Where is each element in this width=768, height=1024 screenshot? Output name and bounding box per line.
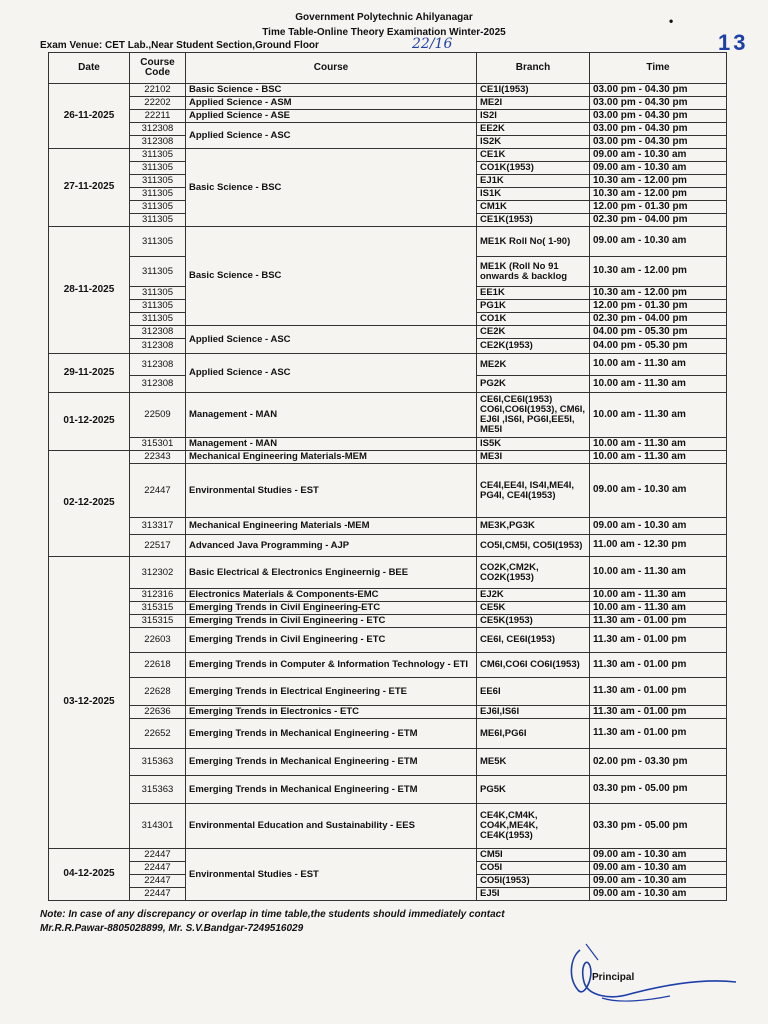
- course-code: 311305: [130, 227, 186, 257]
- course-code: 22603: [130, 628, 186, 653]
- table-row: [49, 326, 727, 339]
- course-code: 22211: [130, 110, 186, 123]
- branch: CE1K: [477, 149, 590, 162]
- contact-text: Mr.R.R.Pawar-8805028899, Mr. S.V.Bandgar-7249516029: [40, 922, 304, 934]
- exam-time: 03.00 pm - 04.30 pm: [590, 136, 727, 149]
- page-mark: 13: [718, 30, 749, 55]
- course-code: 22447: [130, 464, 186, 518]
- course-code: 22343: [130, 451, 186, 464]
- branch: CM5I: [477, 849, 590, 862]
- table-row: [49, 653, 727, 678]
- branch: CE6I,CE6I(1953) CO6I,CO6I(1953), CM6I, EJ6I ,IS6I, PG6I,EE5I, ME5I: [477, 393, 590, 438]
- exam-date: 02-12-2025: [49, 451, 130, 557]
- course-code: 315363: [130, 776, 186, 804]
- exam-time: 02.30 pm - 04.00 pm: [590, 313, 727, 326]
- table-row: [49, 110, 727, 123]
- course-code: 22102: [130, 84, 186, 97]
- course-name: Electronics Materials & Components-EMC: [186, 589, 477, 602]
- exam-time: 10.30 am - 12.00 pm: [590, 188, 727, 201]
- branch: EJ2K: [477, 589, 590, 602]
- course-name: Management - MAN: [186, 438, 477, 451]
- course-code: 311305: [130, 162, 186, 175]
- institute-name: Government Polytechnic Ahilyanagar: [295, 12, 473, 23]
- course-code: 22447: [130, 888, 186, 901]
- column-header-date: Date: [49, 53, 130, 84]
- course-name: Applied Science - ASC: [186, 354, 477, 393]
- branch: EE2K: [477, 123, 590, 136]
- table-header-row: [49, 53, 727, 84]
- exam-time: 03.00 pm - 04.30 pm: [590, 110, 727, 123]
- exam-time: 09.00 am - 10.30 am: [590, 849, 727, 862]
- timetable: [48, 52, 727, 901]
- exam-time: 10.00 am - 11.30 am: [590, 354, 727, 376]
- course-code: 315301: [130, 438, 186, 451]
- table-row: [49, 518, 727, 535]
- course-code: 22447: [130, 875, 186, 888]
- branch: EE6I: [477, 678, 590, 706]
- exam-time: 11.30 am - 01.00 pm: [590, 706, 727, 719]
- exam-time: 09.00 am - 10.30 am: [590, 518, 727, 535]
- course-code: 312308: [130, 136, 186, 149]
- branch: CO1K: [477, 313, 590, 326]
- timetable-body: [49, 84, 727, 901]
- branch: CE1K(1953): [477, 214, 590, 227]
- table-row: [49, 706, 727, 719]
- branch: CE6I, CE6I(1953): [477, 628, 590, 653]
- course-code: 311305: [130, 175, 186, 188]
- table-row: [49, 464, 727, 518]
- exam-date: 29-11-2025: [49, 354, 130, 393]
- course-name: Emerging Trends in Civil Engineering-ETC: [186, 602, 477, 615]
- course-code: 311305: [130, 188, 186, 201]
- note-text: Note: In case of any discrepancy or overlap in time table,the students should immediately contact: [40, 909, 505, 920]
- exam-time: 11.30 am - 01.00 pm: [590, 653, 727, 678]
- exam-time: 11.30 am - 01.00 pm: [590, 678, 727, 706]
- table-row: [49, 438, 727, 451]
- branch: ME5K: [477, 749, 590, 776]
- course-name: Emerging Trends in Electronics - ETC: [186, 706, 477, 719]
- table-row: [49, 749, 727, 776]
- table-row: [49, 97, 727, 110]
- exam-time: 10.00 am - 11.30 am: [590, 557, 727, 589]
- exam-time: 10.00 am - 11.30 am: [590, 376, 727, 393]
- column-header-code: Course Code: [130, 53, 186, 84]
- table-row: [49, 123, 727, 136]
- course-name: Mechanical Engineering Materials -MEM: [186, 518, 477, 535]
- table-row: [49, 804, 727, 849]
- handwritten-annotation: 22/16: [412, 36, 453, 52]
- table-row: [49, 393, 727, 438]
- course-name: Emerging Trends in Civil Engineering - ETC: [186, 615, 477, 628]
- course-code: 22509: [130, 393, 186, 438]
- exam-time: 10.30 am - 12.00 pm: [590, 287, 727, 300]
- course-code: 22636: [130, 706, 186, 719]
- branch: IS2K: [477, 136, 590, 149]
- exam-time: 02.00 pm - 03.30 pm: [590, 749, 727, 776]
- branch: PG2K: [477, 376, 590, 393]
- course-code: 311305: [130, 149, 186, 162]
- table-row: [49, 602, 727, 615]
- branch: ME1K (Roll No 91 onwards & backlog: [477, 257, 590, 287]
- stray-mark: •: [669, 14, 674, 28]
- course-code: 311305: [130, 257, 186, 287]
- course-code: 312316: [130, 589, 186, 602]
- exam-date: 28-11-2025: [49, 227, 130, 354]
- table-row: [49, 615, 727, 628]
- course-code: 313317: [130, 518, 186, 535]
- table-row: [49, 557, 727, 589]
- course-code: 311305: [130, 300, 186, 313]
- course-name: Emerging Trends in Mechanical Engineering - ETM: [186, 776, 477, 804]
- footer-note: [40, 908, 740, 935]
- table-row: [49, 535, 727, 557]
- course-code: 311305: [130, 313, 186, 326]
- exam-time: 09.00 am - 10.30 am: [590, 888, 727, 901]
- branch: ME1K Roll No( 1-90): [477, 227, 590, 257]
- course-name: Emerging Trends in Mechanical Engineering - ETM: [186, 719, 477, 749]
- exam-time: 11.30 am - 01.00 pm: [590, 615, 727, 628]
- exam-time: 11.00 am - 12.30 pm: [590, 535, 727, 557]
- branch: CM1K: [477, 201, 590, 214]
- exam-time: 10.00 am - 11.30 am: [590, 393, 727, 438]
- course-code: 22202: [130, 97, 186, 110]
- table-row: [49, 678, 727, 706]
- course-name: Basic Science - BSC: [186, 149, 477, 227]
- course-name: Basic Electrical & Electronics Engineernig - BEE: [186, 557, 477, 589]
- exam-date: 03-12-2025: [49, 557, 130, 849]
- exam-date: 01-12-2025: [49, 393, 130, 451]
- course-name: Applied Science - ASE: [186, 110, 477, 123]
- branch: ME2I: [477, 97, 590, 110]
- document-title: Time Table-Online Theory Examination Winter-2025: [262, 27, 506, 38]
- table-row: [49, 149, 727, 162]
- exam-venue: Exam Venue: CET Lab.,Near Student Section,Ground Floor: [40, 40, 319, 51]
- branch: EJ5I: [477, 888, 590, 901]
- branch: CM6I,CO6I CO6I(1953): [477, 653, 590, 678]
- course-code: 312302: [130, 557, 186, 589]
- exam-time: 10.30 am - 12.00 pm: [590, 257, 727, 287]
- table-row: [49, 719, 727, 749]
- table-row: [49, 227, 727, 257]
- branch: PG1K: [477, 300, 590, 313]
- table-row: [49, 849, 727, 862]
- exam-time: 11.30 am - 01.00 pm: [590, 719, 727, 749]
- branch: CE2K(1953): [477, 339, 590, 354]
- course-name: Advanced Java Programming - AJP: [186, 535, 477, 557]
- exam-time: 03.00 pm - 04.30 pm: [590, 97, 727, 110]
- exam-time: 10.00 am - 11.30 am: [590, 589, 727, 602]
- branch: CE1I(1953): [477, 84, 590, 97]
- branch: ME3K,PG3K: [477, 518, 590, 535]
- branch: CE5K: [477, 602, 590, 615]
- course-name: Mechanical Engineering Materials-MEM: [186, 451, 477, 464]
- course-name: Basic Science - BSC: [186, 84, 477, 97]
- branch: EJ6I,IS6I: [477, 706, 590, 719]
- exam-date: 04-12-2025: [49, 849, 130, 901]
- branch: EJ1K: [477, 175, 590, 188]
- exam-time: 04.00 pm - 05.30 pm: [590, 326, 727, 339]
- exam-time: 03.00 pm - 04.30 pm: [590, 84, 727, 97]
- column-header-time: Time: [590, 53, 727, 84]
- exam-time: 09.00 am - 10.30 am: [590, 875, 727, 888]
- course-name: Environmental Studies - EST: [186, 464, 477, 518]
- branch: ME2K: [477, 354, 590, 376]
- course-name: Environmental Education and Sustainability - EES: [186, 804, 477, 849]
- principal-label: Principal: [592, 972, 635, 983]
- course-code: 22447: [130, 849, 186, 862]
- course-code: 22652: [130, 719, 186, 749]
- branch: EE1K: [477, 287, 590, 300]
- exam-time: 10.00 am - 11.30 am: [590, 602, 727, 615]
- table-row: [49, 589, 727, 602]
- signature: [550, 938, 740, 1008]
- branch: ME6I,PG6I: [477, 719, 590, 749]
- branch: CE4I,EE4I, IS4I,ME4I, PG4I, CE4I(1953): [477, 464, 590, 518]
- exam-time: 09.00 am - 10.30 am: [590, 227, 727, 257]
- course-code: 22628: [130, 678, 186, 706]
- branch: IS2I: [477, 110, 590, 123]
- course-name: Applied Science - ASC: [186, 326, 477, 354]
- exam-time: 12.00 pm - 01.30 pm: [590, 201, 727, 214]
- exam-date: 26-11-2025: [49, 84, 130, 149]
- exam-time: 10.30 am - 12.00 pm: [590, 175, 727, 188]
- exam-time: 09.00 am - 10.30 am: [590, 464, 727, 518]
- branch: CO5I: [477, 862, 590, 875]
- branch: CO2K,CM2K, CO2K(1953): [477, 557, 590, 589]
- branch: PG5K: [477, 776, 590, 804]
- course-code: 315363: [130, 749, 186, 776]
- exam-time: 10.00 am - 11.30 am: [590, 451, 727, 464]
- exam-time: 10.00 am - 11.30 am: [590, 438, 727, 451]
- exam-date: 27-11-2025: [49, 149, 130, 227]
- exam-time: 11.30 am - 01.00 pm: [590, 628, 727, 653]
- course-code: 315315: [130, 615, 186, 628]
- exam-time: 04.00 pm - 05.30 pm: [590, 339, 727, 354]
- course-code: 312308: [130, 354, 186, 376]
- course-code: 312308: [130, 123, 186, 136]
- branch: CE2K: [477, 326, 590, 339]
- column-header-branch: Branch: [477, 53, 590, 84]
- course-code: 312308: [130, 339, 186, 354]
- exam-time: 03.00 pm - 04.30 pm: [590, 123, 727, 136]
- branch: CO5I,CM5I, CO5I(1953): [477, 535, 590, 557]
- branch: CE4K,CM4K, CO4K,ME4K, CE4K(1953): [477, 804, 590, 849]
- exam-time: 09.00 am - 10.30 am: [590, 162, 727, 175]
- branch: IS1K: [477, 188, 590, 201]
- course-name: Applied Science - ASM: [186, 97, 477, 110]
- column-header-course: Course: [186, 53, 477, 84]
- exam-time: 03.30 pm - 05.00 pm: [590, 776, 727, 804]
- table-row: [49, 628, 727, 653]
- branch: CO5I(1953): [477, 875, 590, 888]
- course-name: Management - MAN: [186, 393, 477, 438]
- course-code: 22517: [130, 535, 186, 557]
- exam-time: 12.00 pm - 01.30 pm: [590, 300, 727, 313]
- course-name: Emerging Trends in Electrical Engineering - ETE: [186, 678, 477, 706]
- branch: CO1K(1953): [477, 162, 590, 175]
- table-row: [49, 84, 727, 97]
- table-row: [49, 451, 727, 464]
- course-name: Basic Science - BSC: [186, 227, 477, 326]
- course-code: 311305: [130, 214, 186, 227]
- course-name: Emerging Trends in Computer & Information Technology - ETI: [186, 653, 477, 678]
- course-code: 22447: [130, 862, 186, 875]
- branch: IS5K: [477, 438, 590, 451]
- course-code: 312308: [130, 376, 186, 393]
- branch: ME3I: [477, 451, 590, 464]
- exam-time: 09.00 am - 10.30 am: [590, 149, 727, 162]
- table-row: [49, 776, 727, 804]
- table-row: [49, 354, 727, 376]
- course-code: 22618: [130, 653, 186, 678]
- exam-time: 03.30 pm - 05.00 pm: [590, 804, 727, 849]
- course-name: Environmental Studies - EST: [186, 849, 477, 901]
- course-code: 312308: [130, 326, 186, 339]
- course-code: 315315: [130, 602, 186, 615]
- course-name: Emerging Trends in Mechanical Engineering - ETM: [186, 749, 477, 776]
- course-code: 311305: [130, 201, 186, 214]
- branch: CE5K(1953): [477, 615, 590, 628]
- course-code: 314301: [130, 804, 186, 849]
- course-name: Emerging Trends in Civil Engineering - ETC: [186, 628, 477, 653]
- exam-time: 02.30 pm - 04.00 pm: [590, 214, 727, 227]
- course-name: Applied Science - ASC: [186, 123, 477, 149]
- course-code: 311305: [130, 287, 186, 300]
- exam-time: 09.00 am - 10.30 am: [590, 862, 727, 875]
